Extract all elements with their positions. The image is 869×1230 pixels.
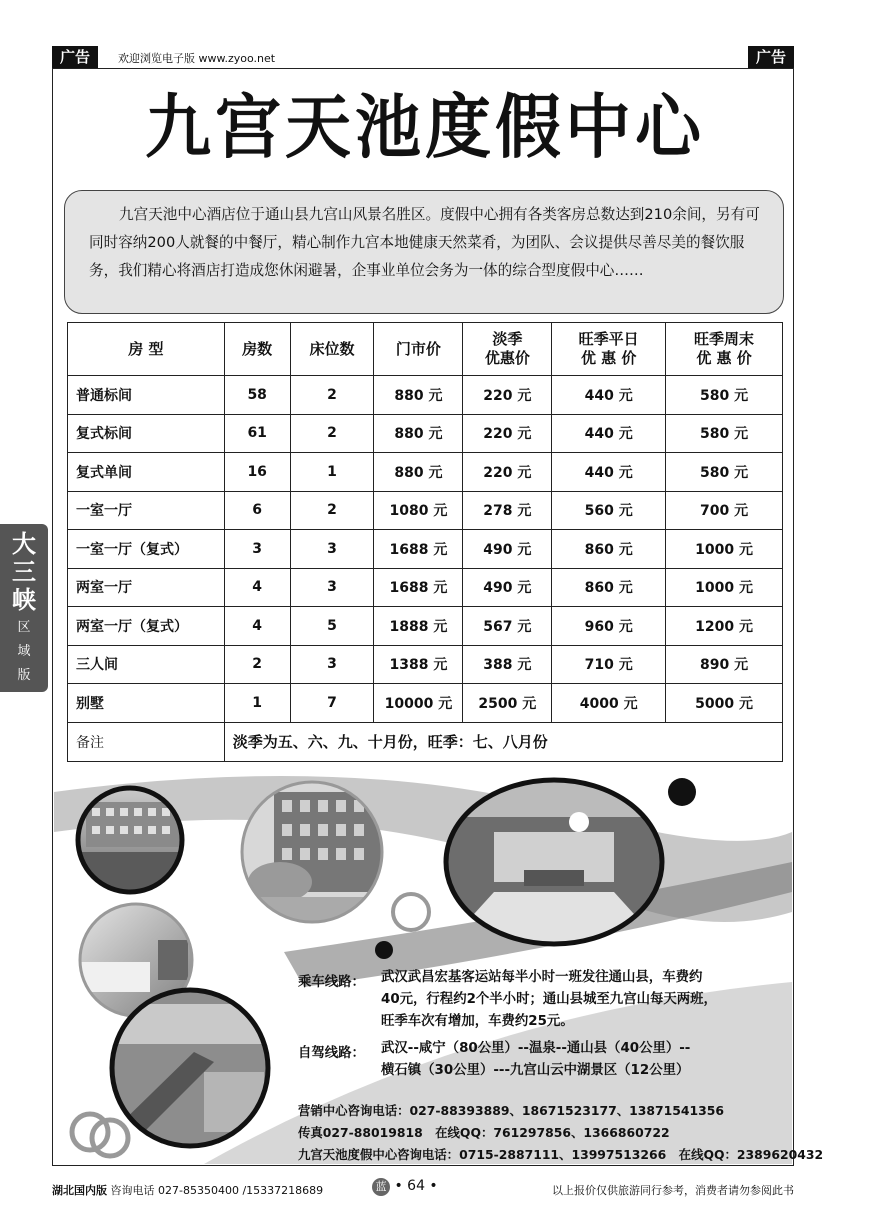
cell-bed-count: 7 bbox=[290, 684, 374, 723]
cell-room-type: 两室一厅 bbox=[68, 568, 225, 607]
cell-rack-price: 10000 元 bbox=[374, 684, 463, 723]
cell-peak-weekend-price: 1000 元 bbox=[666, 530, 783, 569]
table-row bbox=[68, 607, 783, 646]
cell-room-count: 2 bbox=[224, 645, 290, 684]
cell-bed-count: 2 bbox=[290, 376, 374, 415]
bus-route-line-1: 武汉武昌宏基客运站每半小时一班发往通山县，车费约 bbox=[381, 970, 703, 985]
cell-room-count: 16 bbox=[224, 453, 290, 492]
contact-resort: 九宫天池度假中心咨询电话：0715-2887111、13997513266 在线QQ：2389620432 bbox=[298, 1147, 824, 1162]
cell-room-type: 普通标间 bbox=[68, 376, 225, 415]
cell-room-type: 一室一厅（复式） bbox=[68, 530, 225, 569]
cell-room-type: 复式标间 bbox=[68, 414, 225, 453]
cell-room-type: 两室一厅（复式） bbox=[68, 607, 225, 646]
cell-room-count: 3 bbox=[224, 530, 290, 569]
table-row bbox=[68, 453, 783, 492]
drive-route-line-2: 横石镇（30公里）---九宫山云中湖景区（12公里） bbox=[381, 1063, 690, 1078]
cell-bed-count: 2 bbox=[290, 491, 374, 530]
header-url-text: 欢迎浏览电子版 www.zyoo.net bbox=[118, 52, 276, 65]
table-note-row bbox=[68, 722, 783, 761]
room-rate-table bbox=[67, 322, 783, 762]
cell-low-season-price: 490 元 bbox=[463, 568, 552, 607]
sidebar-title: 大三峡 bbox=[12, 529, 36, 614]
header-low-season: 淡季 优惠价 bbox=[463, 323, 552, 376]
cell-peak-weekend-price: 580 元 bbox=[666, 376, 783, 415]
bus-route-text bbox=[381, 967, 717, 1033]
bus-route-label: 乘车线路： bbox=[298, 975, 365, 990]
cell-bed-count: 3 bbox=[290, 568, 374, 607]
footer-left bbox=[52, 1182, 323, 1198]
cell-low-season-price: 220 元 bbox=[463, 414, 552, 453]
footer-edition: 湖北国内版 bbox=[52, 1184, 107, 1197]
footer-center bbox=[372, 1178, 438, 1196]
contact-fax: 传真027-88019818 在线QQ：761297856、1366860722 bbox=[298, 1125, 670, 1140]
table-row bbox=[68, 491, 783, 530]
cell-peak-weekday-price: 4000 元 bbox=[552, 684, 666, 723]
sidebar-sub-1: 区 bbox=[17, 620, 31, 635]
contact-block bbox=[298, 1100, 823, 1166]
cell-peak-weekend-price: 700 元 bbox=[666, 491, 783, 530]
cell-bed-count: 3 bbox=[290, 530, 374, 569]
cell-peak-weekday-price: 960 元 bbox=[552, 607, 666, 646]
decor-dot-1 bbox=[668, 778, 696, 806]
cell-room-type: 三人间 bbox=[68, 645, 225, 684]
note-label: 备注 bbox=[68, 722, 225, 761]
sidebar-sub-3: 版 bbox=[17, 668, 31, 683]
header-peak-weekday: 旺季平日 优 惠 价 bbox=[552, 323, 666, 376]
cell-bed-count: 3 bbox=[290, 645, 374, 684]
cell-low-season-price: 2500 元 bbox=[463, 684, 552, 723]
cell-room-type: 复式单间 bbox=[68, 453, 225, 492]
note-text: 淡季为五、六、九、十月份，旺季：七、八月份 bbox=[224, 722, 782, 761]
cell-room-count: 6 bbox=[224, 491, 290, 530]
drive-route-label: 自驾线路： bbox=[298, 1046, 365, 1061]
page-number: • 64 • bbox=[394, 1178, 438, 1194]
cell-room-count: 58 bbox=[224, 376, 290, 415]
header-bed-count: 床位数 bbox=[290, 323, 374, 376]
table-row bbox=[68, 684, 783, 723]
cell-peak-weekend-price: 1000 元 bbox=[666, 568, 783, 607]
footer-phone: 咨询电话 027-85350400 /15337218689 bbox=[110, 1184, 324, 1197]
cell-peak-weekday-price: 860 元 bbox=[552, 530, 666, 569]
cell-rack-price: 1688 元 bbox=[374, 530, 463, 569]
bus-route-line-2: 40元，行程约2个半小时；通山县城至九宫山每天两班， bbox=[381, 992, 717, 1007]
cell-bed-count: 1 bbox=[290, 453, 374, 492]
header-room-count: 房数 bbox=[224, 323, 290, 376]
cell-bed-count: 2 bbox=[290, 414, 374, 453]
cell-peak-weekday-price: 710 元 bbox=[552, 645, 666, 684]
cell-rack-price: 880 元 bbox=[374, 376, 463, 415]
intro-box: 九宫天池中心酒店位于通山县九宫山风景名胜区。度假中心拥有各类客房总数达到210余间，另有可同时容纳200人就餐的中餐厅，精心制作九宫本地健康天然菜肴，为团队、会议提供尽善尽美的餐饮服务，我们精心将酒店打造成您休闲避暑，企事业单位会务为一体的综合型度假中心…… bbox=[64, 190, 784, 314]
cell-rack-price: 1388 元 bbox=[374, 645, 463, 684]
ad-tag-right: 广告 bbox=[748, 46, 794, 68]
table-row bbox=[68, 568, 783, 607]
table-row bbox=[68, 376, 783, 415]
header-room-type: 房 型 bbox=[68, 323, 225, 376]
cell-peak-weekend-price: 5000 元 bbox=[666, 684, 783, 723]
page-mark-badge: 蓝 bbox=[372, 1178, 390, 1196]
cell-room-count: 61 bbox=[224, 414, 290, 453]
drive-route-line-1: 武汉--咸宁（80公里）--温泉--通山县（40公里）-- bbox=[381, 1041, 691, 1056]
cell-room-type: 一室一厅 bbox=[68, 491, 225, 530]
cell-peak-weekday-price: 440 元 bbox=[552, 414, 666, 453]
cell-peak-weekend-price: 580 元 bbox=[666, 453, 783, 492]
cell-peak-weekend-price: 1200 元 bbox=[666, 607, 783, 646]
cell-room-count: 1 bbox=[224, 684, 290, 723]
cell-bed-count: 5 bbox=[290, 607, 374, 646]
decor-ring-1 bbox=[393, 894, 429, 930]
cell-room-type: 别墅 bbox=[68, 684, 225, 723]
cell-rack-price: 1080 元 bbox=[374, 491, 463, 530]
table-row bbox=[68, 530, 783, 569]
bus-route-line-3: 旺季车次有增加，车费约25元。 bbox=[381, 1014, 574, 1029]
page-title: 九宫天池度假中心 bbox=[145, 86, 705, 168]
cell-rack-price: 1688 元 bbox=[374, 568, 463, 607]
cell-peak-weekday-price: 440 元 bbox=[552, 376, 666, 415]
cell-rack-price: 880 元 bbox=[374, 414, 463, 453]
region-sidebar bbox=[0, 524, 48, 692]
cell-low-season-price: 567 元 bbox=[463, 607, 552, 646]
ad-tag-left: 广告 bbox=[52, 46, 98, 68]
cell-peak-weekday-price: 440 元 bbox=[552, 453, 666, 492]
cell-low-season-price: 388 元 bbox=[463, 645, 552, 684]
cell-room-count: 4 bbox=[224, 607, 290, 646]
drive-route-text bbox=[381, 1038, 690, 1082]
cell-peak-weekday-price: 560 元 bbox=[552, 491, 666, 530]
cell-rack-price: 1888 元 bbox=[374, 607, 463, 646]
table-row bbox=[68, 414, 783, 453]
cell-low-season-price: 220 元 bbox=[463, 376, 552, 415]
cell-rack-price: 880 元 bbox=[374, 453, 463, 492]
cell-peak-weekend-price: 890 元 bbox=[666, 645, 783, 684]
cell-low-season-price: 278 元 bbox=[463, 491, 552, 530]
header-peak-weekend: 旺季周末 优 惠 价 bbox=[666, 323, 783, 376]
decor-ring-3 bbox=[92, 1120, 128, 1156]
cell-low-season-price: 220 元 bbox=[463, 453, 552, 492]
cell-room-count: 4 bbox=[224, 568, 290, 607]
sidebar-sub-2: 域 bbox=[17, 644, 31, 659]
footer-disclaimer: 以上报价仅供旅游同行参考，消费者请勿参阅此书 bbox=[552, 1184, 794, 1197]
cell-peak-weekday-price: 860 元 bbox=[552, 568, 666, 607]
cell-low-season-price: 490 元 bbox=[463, 530, 552, 569]
table-row bbox=[68, 645, 783, 684]
cell-peak-weekend-price: 580 元 bbox=[666, 414, 783, 453]
decor-dot-2 bbox=[375, 941, 393, 959]
header-rack-price: 门市价 bbox=[374, 323, 463, 376]
table-header-row bbox=[68, 323, 783, 376]
contact-sales: 营销中心咨询电话：027-88393889、18671523177、13871541356 bbox=[298, 1103, 724, 1118]
